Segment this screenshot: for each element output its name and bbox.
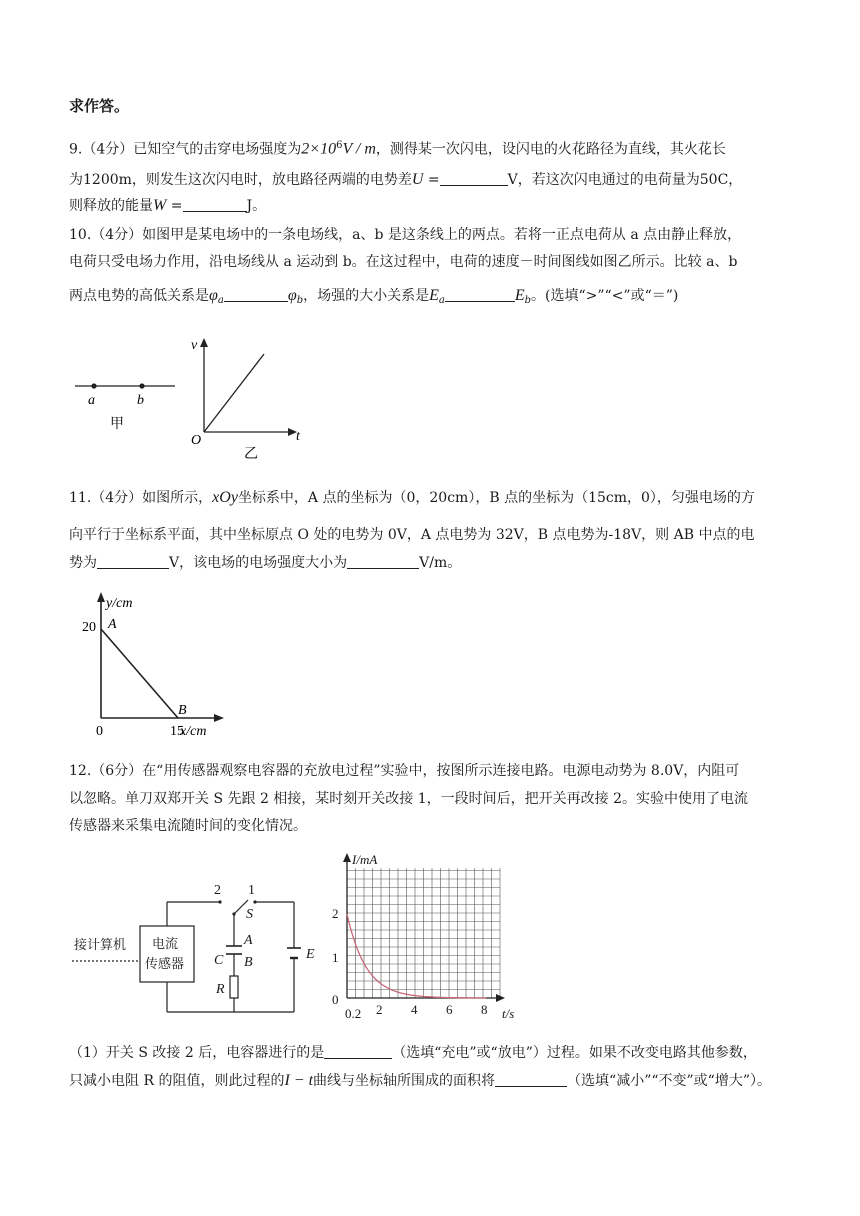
q9-var-W: W — [153, 197, 167, 214]
q11-line-1 — [69, 488, 755, 508]
resistor-R — [230, 976, 238, 998]
label-S: S — [246, 907, 253, 922]
y-axis-arrow — [97, 592, 105, 602]
label-x6: 6 — [446, 1002, 453, 1017]
label-t-s: t/s — [502, 1006, 515, 1021]
label-computer: 接计算机 — [74, 937, 127, 952]
q10-figure — [70, 336, 310, 464]
q12-circuit — [68, 872, 330, 1022]
e-symbol: E — [514, 287, 525, 304]
q11-text: 11.（4分）如图所示， — [69, 490, 213, 506]
q11-text: V，该电场的电场强度大小为 — [169, 555, 348, 571]
q11-answer-blank-potential[interactable] — [97, 554, 169, 569]
label-15: 15 — [170, 724, 184, 739]
sub-a: a — [438, 295, 445, 306]
q12-var-It: I − t — [284, 1072, 314, 1089]
label-x2: 2 — [376, 1002, 383, 1017]
q11-text: 坐标系中，A 点的坐标为（0，20cm），B 点的坐标为（15cm，0），匀强电场的方 — [237, 490, 755, 506]
phi-symbol: φ — [287, 287, 297, 304]
label-y: y/cm — [106, 596, 133, 611]
vt-line — [204, 354, 264, 432]
label-x02: 0.2 — [345, 1006, 362, 1021]
q9-eq: = — [166, 198, 183, 214]
x-axis-arrow — [214, 714, 224, 722]
sub-b: b — [524, 295, 532, 306]
q10-answer-blank-E[interactable] — [445, 287, 515, 302]
q12-answer-blank-area[interactable] — [495, 1072, 567, 1087]
q10-line-3 — [69, 286, 678, 311]
label-O: O — [191, 433, 202, 448]
label-y2: 2 — [332, 906, 339, 921]
q12-text: （选填“充电”或“放电”）过程。如果不改变电路其他参数， — [392, 1045, 757, 1061]
q10-answer-blank-phi[interactable] — [224, 287, 288, 302]
q11-text: 势为 — [69, 555, 97, 571]
label-t: t — [296, 429, 300, 444]
q11-line-3 — [69, 553, 461, 573]
phi-symbol: φ — [209, 287, 218, 304]
label-I-mA: I/mA — [352, 852, 378, 867]
q9-text: V，若这次闪电通过的电荷量为50C， — [507, 172, 743, 188]
q9-text: J。 — [246, 198, 267, 214]
q9-line-1 — [69, 136, 726, 160]
label-1: 1 — [248, 883, 255, 898]
section-heading: 求作答。 — [69, 97, 130, 115]
label-R: R — [216, 982, 225, 997]
discharge-curve — [347, 914, 486, 998]
label-yi: 乙 — [244, 447, 258, 462]
label-b: b — [137, 393, 144, 408]
q9-text: 为1200m，则发生这次闪电时，放电路径两端的电势差 — [69, 172, 412, 188]
label-sensor-2: 传感器 — [145, 956, 185, 971]
label-E: E — [306, 947, 315, 962]
current-sensor-box — [140, 926, 194, 982]
q10-text: ，场强的大小关系是 — [303, 288, 430, 304]
label-0: 0 — [96, 724, 103, 739]
label-v: v — [191, 338, 198, 353]
q12-line-2: 以忽略。单刀双郑开关 S 先跟 2 相接，某时刻开关改接 1，一段时间后，把开关再改接 2。实验中使用了电流 — [69, 791, 749, 807]
q12-line-1: 12.（6分）在“用传感器观察电容器的充放电过程”实验中，按图所示连接电路。电源电动势为 8.0V，内阻可 — [69, 763, 740, 779]
sub-a: a — [217, 295, 224, 306]
q12-answer-blank-process[interactable] — [324, 1044, 392, 1059]
t-axis-arrow — [496, 994, 505, 1002]
label-y0: 0 — [332, 992, 339, 1007]
q10-line-2: 电荷只受电场力作用，沿电场线从 a 运动到 b。在这过程中，电荷的速度－时间图线如图乙所示。比较 a、b — [69, 254, 738, 270]
label-jia: 甲 — [110, 417, 124, 432]
label-C: C — [214, 953, 224, 968]
label-x8: 8 — [481, 1002, 488, 1017]
point-b — [139, 383, 144, 388]
q12-text: 只减小电阻 R 的阻值，则此过程的 — [69, 1073, 285, 1089]
graph-grid — [347, 868, 500, 998]
label-y1: 1 — [332, 950, 339, 965]
q12-text: 曲线与坐标轴所围成的面积将 — [313, 1073, 496, 1089]
q9-exponent: 6 — [336, 140, 343, 151]
q12-line-3: 传感器来采集电流随时间的变化情况。 — [69, 818, 307, 834]
label-A: A — [244, 933, 253, 948]
q9-line-2 — [69, 170, 742, 190]
label-x: x/cm — [180, 724, 207, 739]
v-axis-arrow — [200, 338, 208, 347]
q9-answer-blank-U[interactable] — [440, 171, 508, 186]
q9-text: 9.（4分）已知空气的击穿电场强度为 — [69, 141, 302, 158]
q12-part1-line-2 — [69, 1071, 771, 1091]
q12-text: （选填“减小”“不变”或“增大”）。 — [567, 1073, 771, 1089]
label-x4: 4 — [411, 1002, 418, 1017]
label-2: 2 — [214, 883, 221, 898]
q9-text: ，测得某一次闪电，设闪电的火花路径为直线，其火花长 — [375, 141, 726, 158]
q11-var-xoy: xOy — [212, 489, 238, 506]
label-20: 20 — [82, 620, 96, 635]
segment-AB — [101, 629, 178, 718]
q11-text: V/m。 — [419, 555, 462, 571]
label-A: A — [108, 617, 117, 632]
q10-text: 两点电势的高低关系是 — [69, 288, 209, 304]
q9-answer-blank-W[interactable] — [183, 197, 247, 212]
q12-text: （1）开关 S 改接 2 后，电容器进行的是 — [69, 1045, 325, 1061]
label-B: B — [178, 703, 187, 718]
e-symbol: E — [429, 287, 439, 304]
q10-text: 。(选填“>”“<”或“＝”) — [531, 288, 679, 304]
q9-text: 则释放的能量 — [69, 198, 153, 214]
q11-line-2: 向平行于坐标系平面，其中坐标原点 O 处的电势为 0V，A 点电势为 32V，B 点电势为-18V，则 AB 中点的电 — [69, 527, 755, 543]
q12-part1-line-1 — [69, 1043, 757, 1063]
q9-unit: V / m — [342, 140, 376, 158]
switch-pivot — [232, 912, 235, 915]
q11-figure — [80, 590, 260, 740]
sub-b: b — [296, 295, 304, 306]
q9-line-3 — [69, 196, 266, 216]
q10-line-1: 10.（4分）如图甲是某电场中的一条电场线，a、b 是这条线上的两点。若将一正点电荷从 a 点由静止释放， — [69, 227, 742, 243]
label-sensor-1: 电流 — [152, 936, 179, 951]
q9-field-formula: 2×10 — [301, 140, 337, 158]
q9-eq: = — [423, 172, 440, 188]
i-axis-arrow — [343, 853, 351, 862]
q12-it-graph — [328, 852, 528, 1024]
q11-answer-blank-field[interactable] — [347, 554, 419, 569]
q9-var-U: U — [411, 171, 424, 188]
contact-1 — [253, 900, 256, 903]
point-a — [91, 383, 96, 388]
label-B: B — [244, 955, 253, 970]
contact-2 — [218, 900, 221, 903]
label-a: a — [88, 393, 95, 408]
